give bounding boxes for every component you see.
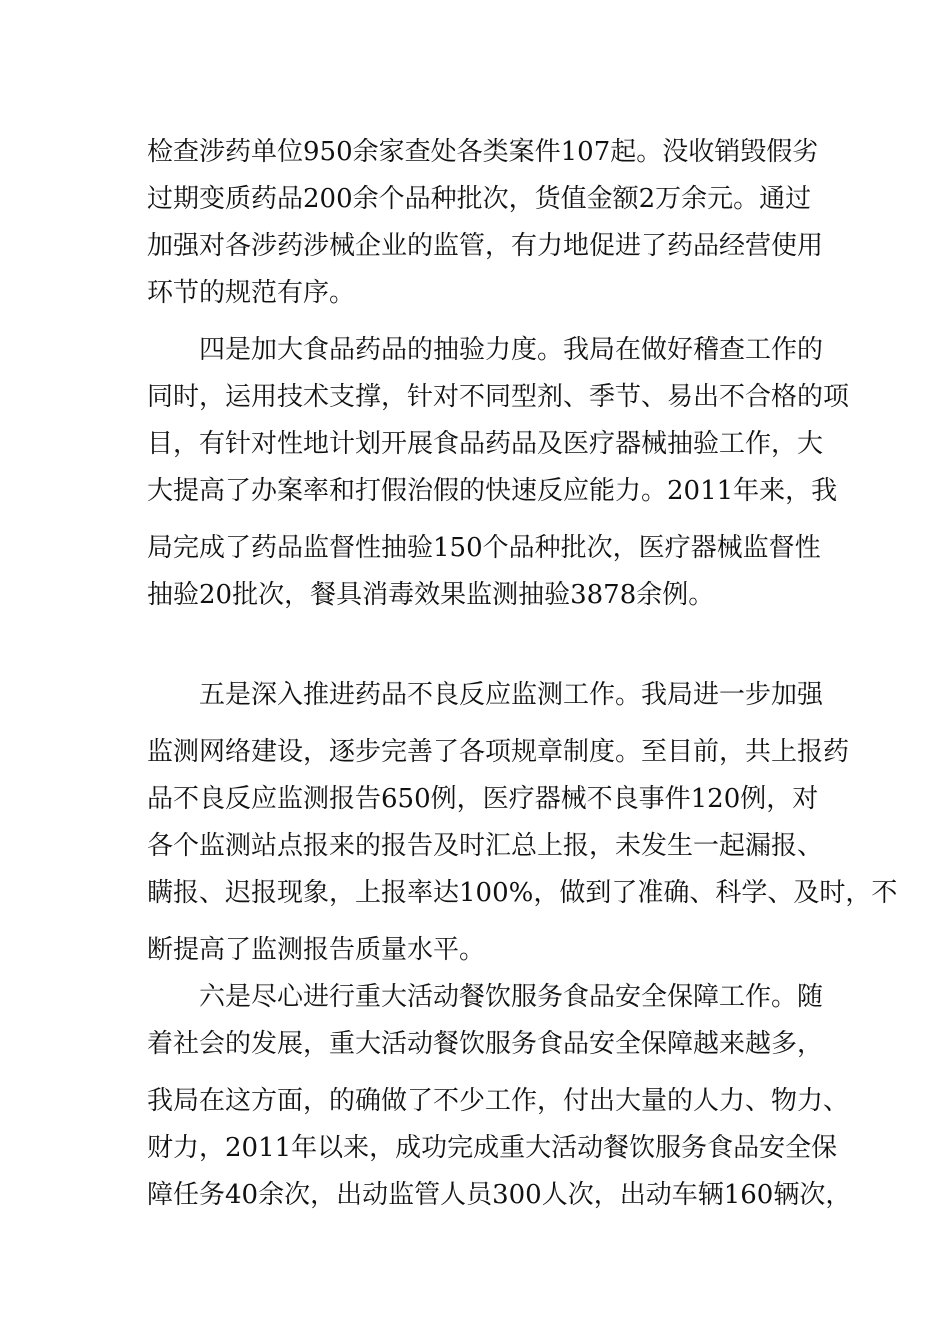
paragraph-2-line-5: 局完成了药品监督性抽验150个品种批次，医疗器械监督性 xyxy=(147,533,821,563)
paragraph-1-line-4: 环节的规范有序。 xyxy=(147,278,356,308)
paragraph-2-line-6: 抽验20批次，餐具消毒效果监测抽验3878余例。 xyxy=(147,580,715,610)
paragraph-3-line-2: 监测网络建设，逐步完善了各项规章制度。至目前，共上报药 xyxy=(147,737,850,767)
paragraph-1-line-1: 检查涉药单位950余家查处各类案件107起。没收销毁假劣 xyxy=(147,137,819,167)
paragraph-3-line-3: 品不良反应监测报告650例，医疗器械不良事件120例，对 xyxy=(147,784,819,814)
paragraph-3-line-4: 各个监测站点报来的报告及时汇总上报，未发生一起漏报、 xyxy=(147,831,824,861)
paragraph-4-line-3: 我局在这方面，的确做了不少工作，付出大量的人力、物力、 xyxy=(147,1086,850,1116)
paragraph-3-line-5: 瞒报、迟报现象，上报率达100%，做到了准确、科学、及时，不 xyxy=(147,878,898,908)
paragraph-2-line-1: 四是加大食品药品的抽验力度。我局在做好稽查工作的 xyxy=(199,335,824,365)
paragraph-2-line-3: 目，有针对性地计划开展食品药品及医疗器械抽验工作，大 xyxy=(147,429,824,459)
paragraph-4-line-2: 着社会的发展，重大活动餐饮服务食品安全保障越来越多， xyxy=(147,1029,824,1059)
paragraph-2-line-4: 大提高了办案率和打假治假的快速反应能力。2011年来，我 xyxy=(147,476,838,506)
paragraph-4-line-4: 财力，2011年以来，成功完成重大活动餐饮服务食品安全保 xyxy=(147,1133,838,1163)
paragraph-4-line-5: 障任务40余次，出动监管人员300人次，出动车辆160辆次， xyxy=(147,1180,852,1210)
paragraph-3-line-1: 五是深入推进药品不良反应监测工作。我局进一步加强 xyxy=(199,680,824,710)
paragraph-4-line-1: 六是尽心进行重大活动餐饮服务食品安全保障工作。随 xyxy=(199,982,824,1012)
paragraph-1-line-2: 过期变质药品200余个品种批次，货值金额2万余元。通过 xyxy=(147,184,812,214)
paragraph-1-line-3: 加强对各涉药涉械企业的监管，有力地促进了药品经营使用 xyxy=(147,231,824,261)
paragraph-3-line-6: 断提高了监测报告质量水平。 xyxy=(147,935,486,965)
paragraph-2-line-2: 同时，运用技术支撑，针对不同型剂、季节、易出不合格的项 xyxy=(147,382,850,412)
